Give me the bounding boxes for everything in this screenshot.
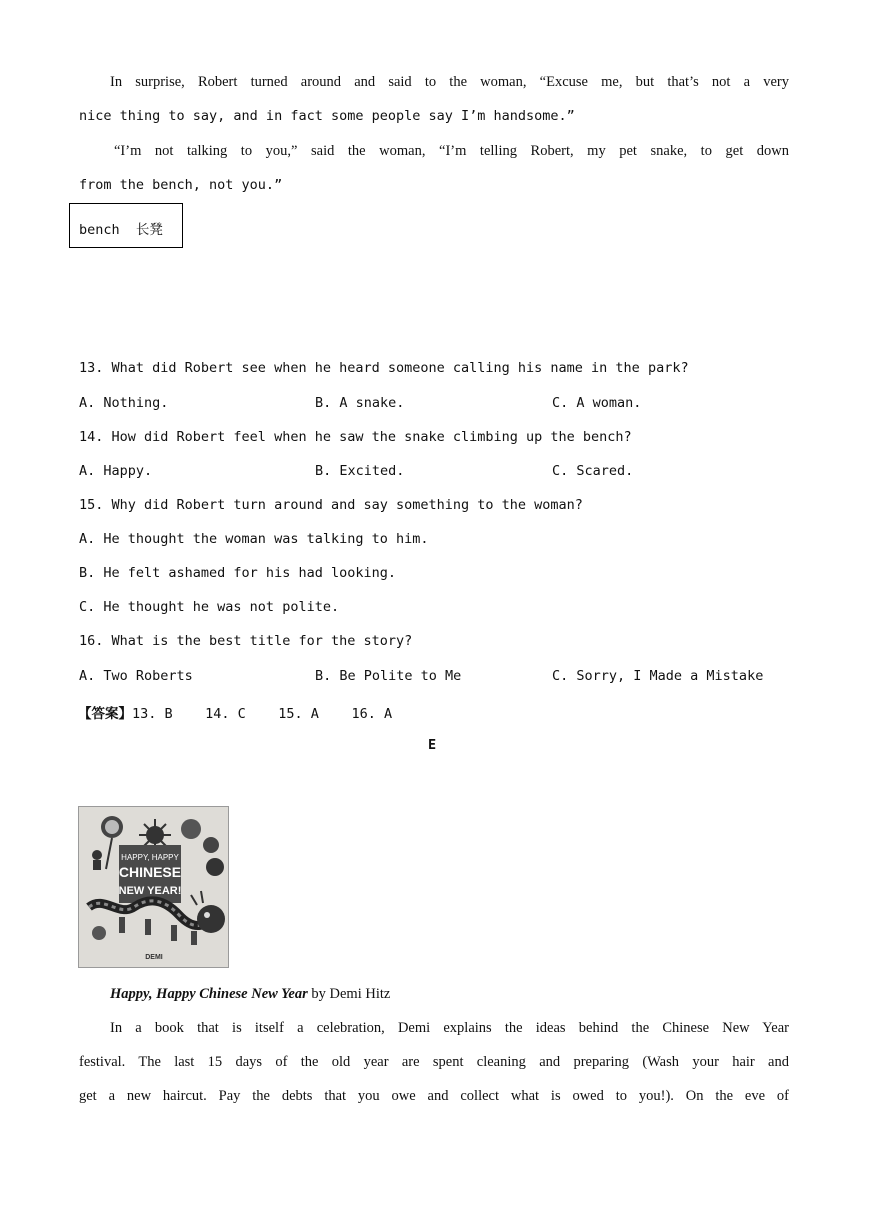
section-heading-e: E xyxy=(428,737,437,753)
question-16-stem: 16. What is the best title for the story? xyxy=(79,633,413,649)
question-13-option-b: B. A snake. xyxy=(315,395,405,411)
question-13-stem: 13. What did Robert see when he heard someone calling his name in the park? xyxy=(79,360,689,376)
book-cover-illustration xyxy=(79,807,229,968)
cover-author-mark: DEMI xyxy=(145,954,163,961)
passage-d-paragraph1-line2: nice thing to say, and in fact some people say I’m handsome.” xyxy=(79,108,575,124)
question-14-option-b: B. Excited. xyxy=(315,463,405,479)
vocabulary-box xyxy=(69,203,183,248)
cover-title-line3: NEW YEAR! xyxy=(118,885,182,897)
question-13-option-a: A. Nothing. xyxy=(79,395,169,411)
book-heading xyxy=(110,986,390,1003)
section-e-paragraph-line2: festival. The last 15 days of the old year are spent cleaning and preparing (Wash your hair and xyxy=(79,1054,789,1070)
question-15-option-b: B. He felt ashamed for his had looking. xyxy=(79,565,396,581)
book-title: Happy, Happy Chinese New Year xyxy=(110,986,308,1002)
section-e-paragraph-line3: get a new haircut. Pay the debts that you owe and collect what is owed to you!). On the eve of xyxy=(79,1088,789,1104)
passage-d-paragraph2-line2: from the bench, not you.” xyxy=(79,177,283,193)
vocabulary-entry: bench 长凳 xyxy=(79,222,163,238)
question-16-option-a: A. Two Roberts xyxy=(79,668,193,684)
answer-label: 【答案】 xyxy=(78,706,132,722)
question-16-option-c: C. Sorry, I Made a Mistake xyxy=(552,668,764,684)
answer-key xyxy=(78,702,392,722)
cover-title-line2: CHINESE xyxy=(118,864,182,880)
section-e-paragraph-line1: In a book that is itself a celebration, Demi explains the ideas behind the Chinese New Year xyxy=(110,1020,789,1036)
passage-d-paragraph1-line1: In surprise, Robert turned around and said to the woman, “Excuse me, but that’s not a very xyxy=(110,74,789,90)
book-byline: by Demi Hitz xyxy=(307,986,391,1002)
question-15-stem: 15. Why did Robert turn around and say something to the woman? xyxy=(79,497,583,513)
passage-d-paragraph2-line1: “I’m not talking to you,” said the woman, “I’m telling Robert, my pet snake, to get down xyxy=(114,143,789,159)
question-13-option-c: C. A woman. xyxy=(552,395,642,411)
question-15-option-c: C. He thought he was not polite. xyxy=(79,599,340,615)
question-15-option-a: A. He thought the woman was talking to him. xyxy=(79,531,429,547)
question-16-option-b: B. Be Polite to Me xyxy=(315,668,462,684)
answer-text: 13. B 14. C 15. A 16. A xyxy=(132,706,393,722)
question-14-option-a: A. Happy. xyxy=(79,463,153,479)
cover-title-line1: HAPPY, HAPPY xyxy=(121,853,179,862)
book-cover-image xyxy=(78,806,229,968)
question-14-option-c: C. Scared. xyxy=(552,463,634,479)
question-14-stem: 14. How did Robert feel when he saw the snake climbing up the bench? xyxy=(79,429,632,445)
